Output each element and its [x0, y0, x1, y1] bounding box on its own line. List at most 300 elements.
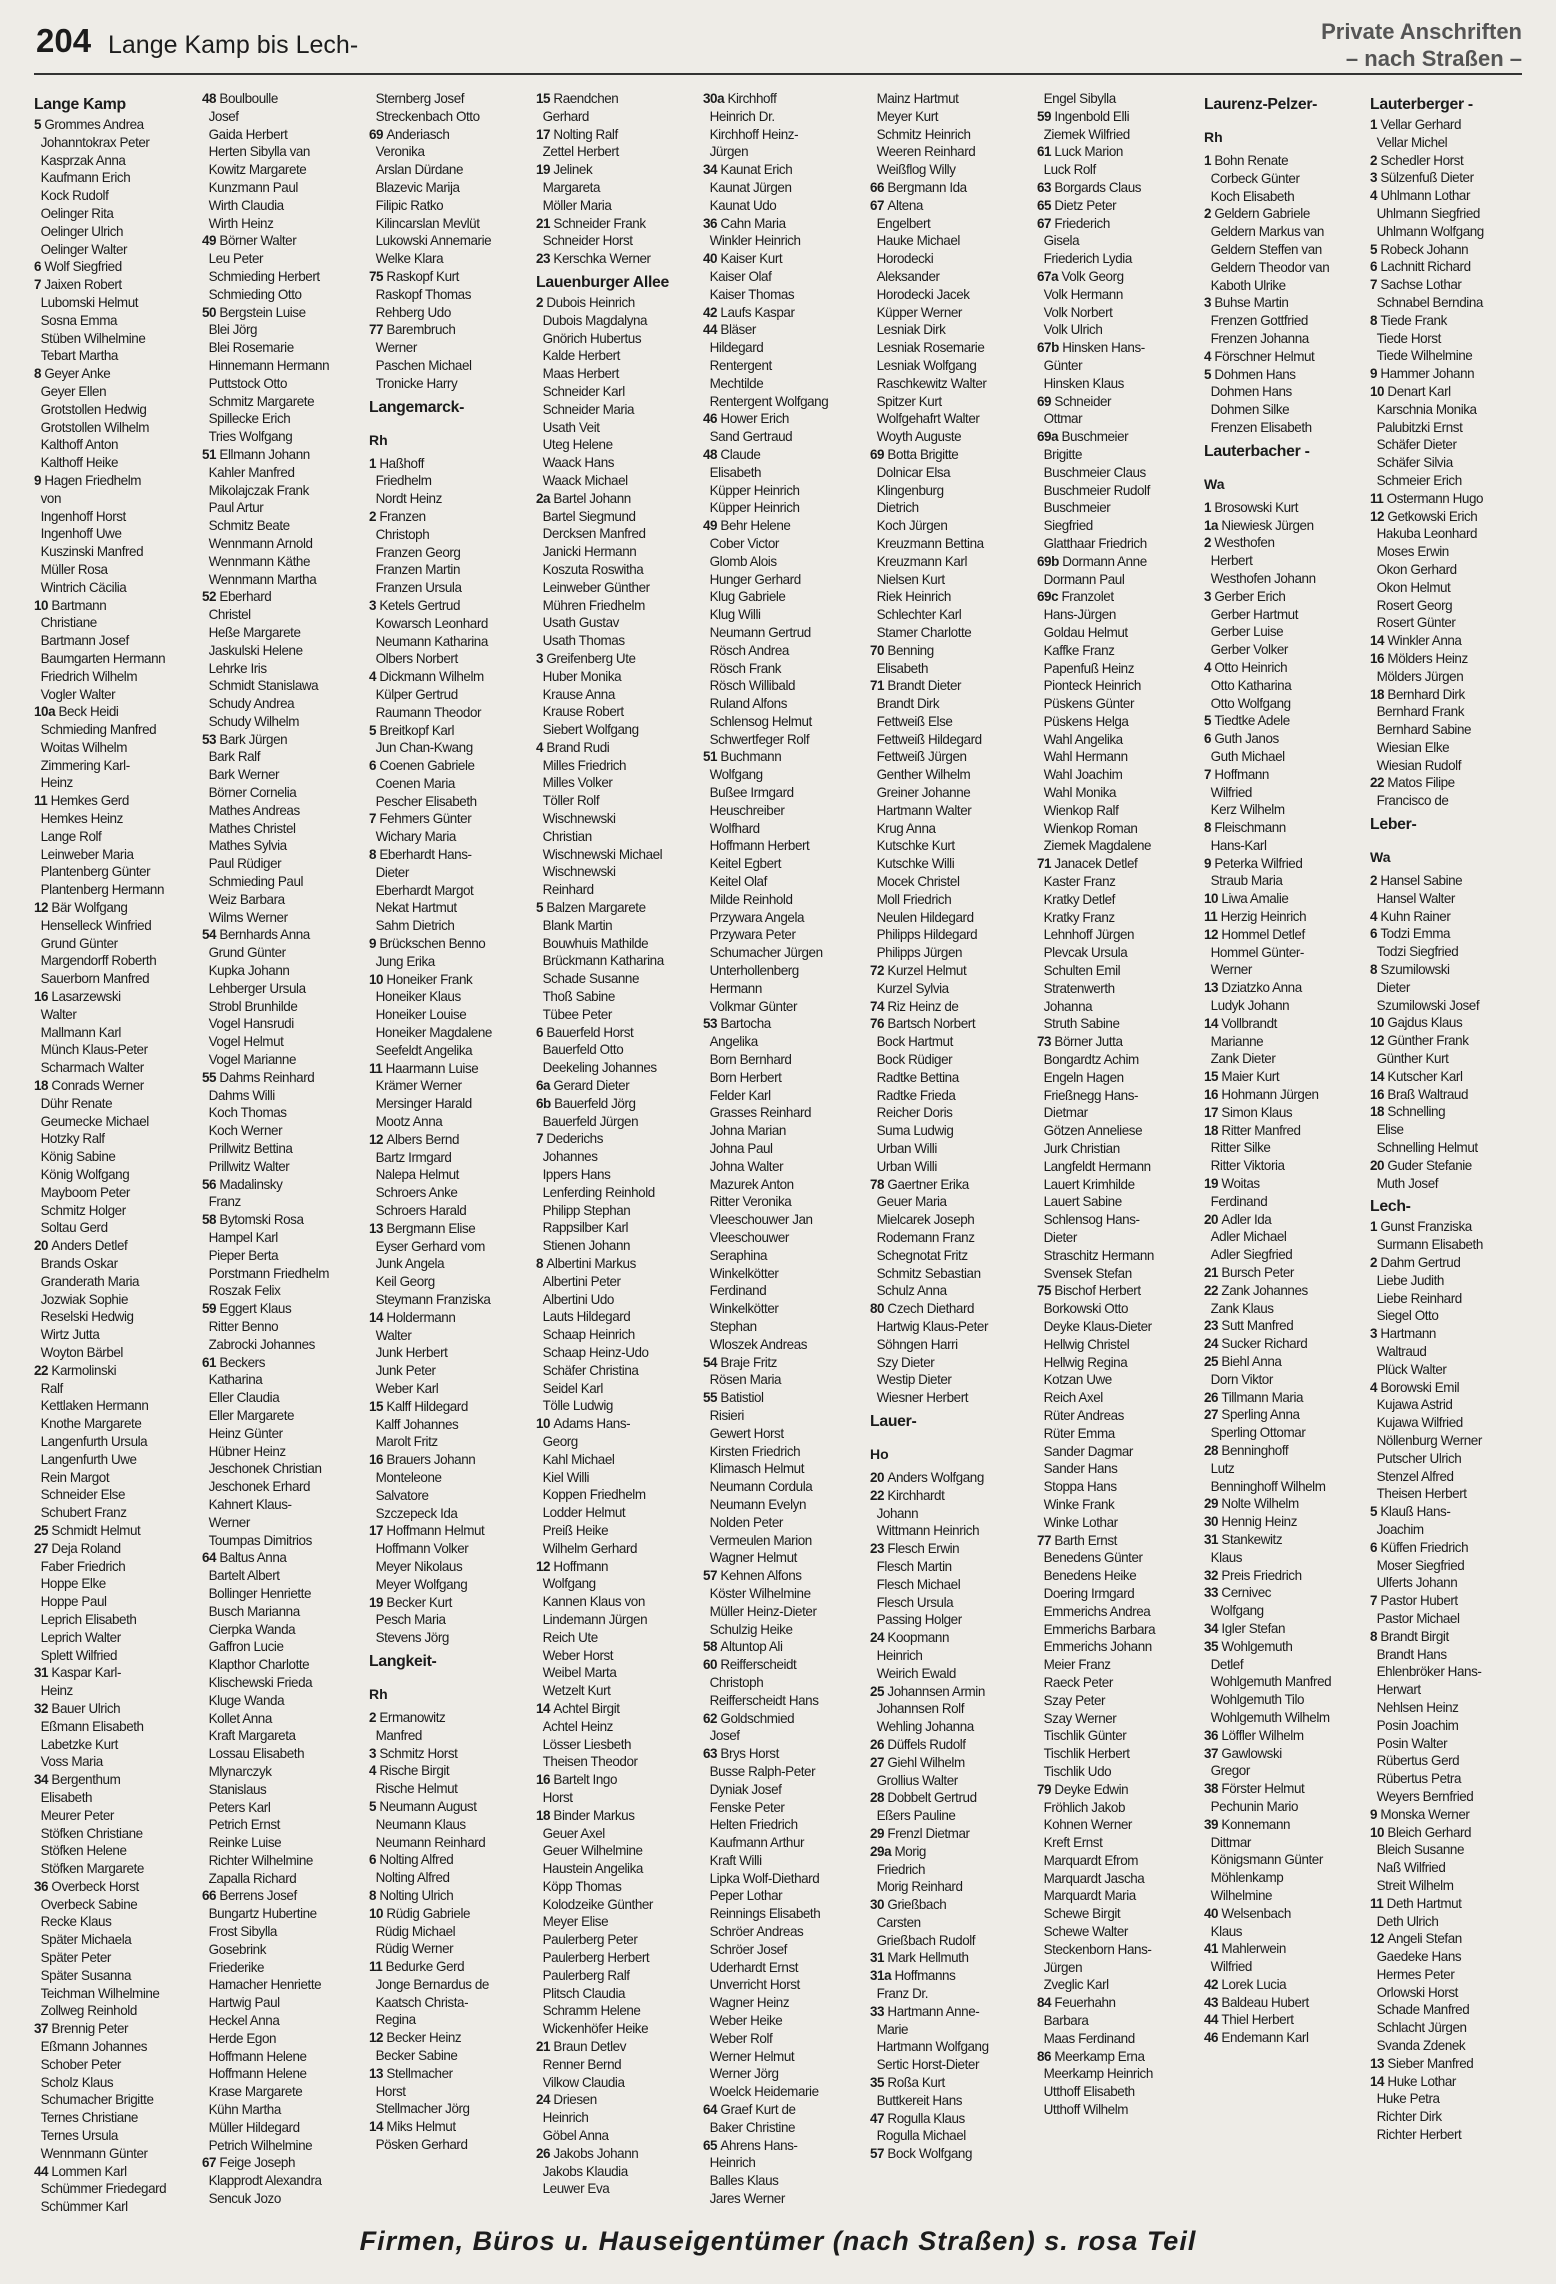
resident-entry: [536, 1700, 700, 1718]
resident-name: Todzi Siegfried: [1370, 944, 1459, 960]
resident-entry: [1204, 1869, 1368, 1887]
resident-entry: [870, 304, 1034, 322]
resident-entry: [536, 1718, 700, 1736]
resident-entry: [536, 1041, 700, 1059]
house-number: 7: [1370, 277, 1381, 293]
resident-name: Küpper Werner: [870, 304, 962, 320]
resident-name: Wetzelt Kurt: [536, 1683, 611, 1699]
house-number: 58: [703, 1639, 721, 1655]
resident-entry: [34, 2163, 198, 2181]
resident-name: Dietz Peter: [1054, 197, 1117, 213]
resident-entry: [870, 517, 1034, 535]
resident-name: Rodemann Franz: [870, 1230, 975, 1245]
resident-entry: [1037, 1015, 1201, 1033]
house-number: 7: [1204, 766, 1215, 782]
resident-entry: [703, 1407, 867, 1425]
resident-name: Stevens Jörg: [369, 1630, 449, 1646]
house-number: 6: [369, 758, 380, 774]
resident-name: Hinsken Hans-: [1062, 340, 1145, 356]
resident-name: Helten Friedrich: [703, 1817, 798, 1833]
resident-entry: [1037, 837, 1201, 855]
resident-name: Pastor Hubert: [1380, 1593, 1458, 1609]
resident-name: Winke Frank: [1037, 1496, 1115, 1512]
resident-name: Bauerfeld Jürgen: [536, 1113, 639, 1129]
resident-entry: [1370, 1272, 1534, 1290]
resident-name: Bleich Susanne: [1370, 1842, 1465, 1858]
resident-entry: [1370, 1103, 1534, 1121]
resident-entry: [1037, 980, 1201, 998]
resident-entry: [369, 1834, 533, 1852]
resident-name: Hoffmann Volker: [369, 1541, 469, 1557]
resident-name: Westhofen: [1214, 535, 1275, 551]
resident-name: Coenen Maria: [369, 775, 455, 791]
resident-name: Kiel Willi: [536, 1469, 590, 1485]
resident-entry: [703, 731, 867, 749]
resident-name: Honeiker Klaus: [369, 989, 461, 1005]
resident-entry: [34, 828, 198, 846]
resident-name: Löffler Wilhelm: [1221, 1727, 1304, 1743]
resident-entry: [202, 2012, 366, 2030]
resident-entry: [1037, 2101, 1201, 2119]
resident-name: Palubitzki Ernst: [1370, 419, 1463, 435]
house-number: 33: [870, 2003, 888, 2019]
resident-name: Nielsen Kurt: [870, 571, 945, 587]
resident-entry: [1370, 1290, 1534, 1308]
house-number: 2: [1204, 206, 1215, 222]
resident-name: Meyer Wolfgang: [369, 1576, 468, 1592]
resident-name: Vleeschouwer: [703, 1230, 789, 1245]
resident-entry: [536, 1522, 700, 1540]
resident-entry: [202, 215, 366, 233]
resident-name: Volk Ulrich: [1037, 322, 1103, 338]
resident-entry: [1204, 2011, 1368, 2029]
resident-entry: [369, 161, 533, 179]
resident-entry: [1037, 731, 1201, 749]
resident-name: Woelck Heidemarie: [703, 2084, 819, 2100]
resident-name: Wiesian Rudolf: [1370, 757, 1462, 773]
resident-name: Schmitz Heinrich: [870, 126, 971, 142]
resident-entry: [703, 464, 867, 482]
resident-entry: [34, 205, 198, 223]
resident-name: Tries Wolfgang: [202, 429, 293, 445]
resident-entry: [703, 784, 867, 802]
house-number: 2: [369, 508, 380, 524]
resident-entry: [536, 1967, 700, 1985]
resident-entry: [202, 1211, 366, 1229]
resident-name: Müller Hildegard: [202, 2119, 300, 2135]
resident-name: Bedurke Gerd: [385, 1959, 465, 1975]
resident-name: Schober Peter: [34, 2056, 121, 2072]
resident-name: Geuer Wilhelmine: [536, 1843, 643, 1859]
resident-entry: [1037, 2065, 1201, 2083]
resident-entry: [1204, 1691, 1368, 1709]
house-number: 58: [202, 1212, 220, 1228]
resident-entry: [1370, 686, 1534, 704]
resident-entry: [202, 304, 366, 322]
resident-name: Winkler Heinrich: [703, 233, 801, 249]
resident-entry: [536, 108, 700, 126]
resident-entry: [369, 1095, 533, 1113]
resident-entry: [1370, 1824, 1534, 1842]
house-number: 14: [1370, 633, 1388, 649]
resident-name: Schümmer Friedegard: [34, 2181, 167, 2197]
resident-name: Lehberger Ursula: [202, 980, 306, 996]
resident-entry: [703, 642, 867, 660]
house-number: 28: [1204, 1442, 1222, 1458]
house-number: 9: [34, 472, 45, 488]
resident-name: Franz: [202, 1194, 241, 1210]
directory-column: [1370, 90, 1538, 2180]
resident-entry: [1037, 1941, 1201, 1959]
house-number: 12: [34, 900, 52, 916]
resident-entry: [369, 90, 533, 108]
resident-name: Lorek Lucia: [1221, 1976, 1287, 1992]
house-number: 3: [369, 597, 380, 613]
resident-entry: [1370, 1966, 1534, 1984]
resident-entry: [369, 1060, 533, 1078]
resident-name: Ingenhoff Uwe: [34, 526, 122, 542]
resident-entry: [369, 1362, 533, 1380]
resident-entry: [202, 2030, 366, 2048]
resident-name: Göbel Anna: [536, 2128, 609, 2144]
resident-name: Ritter Viktoria: [1204, 1158, 1285, 1174]
resident-name: Wohlgemuth Manfred: [1204, 1674, 1332, 1690]
resident-entry: [1204, 819, 1368, 837]
resident-name: Walter: [34, 1006, 77, 1022]
house-number: 69c: [1037, 589, 1062, 605]
resident-name: Unterhollenberg: [703, 963, 799, 979]
house-number: 4: [369, 669, 380, 685]
resident-entry: [703, 321, 867, 339]
resident-entry: [202, 1425, 366, 1443]
resident-entry: [703, 1104, 867, 1122]
resident-entry: [536, 917, 700, 935]
resident-name: Kannen Klaus von: [536, 1594, 645, 1610]
resident-name: Johannsen Armin: [887, 1683, 985, 1699]
resident-entry: [1037, 1870, 1201, 1888]
house-number: 3: [369, 1745, 380, 1761]
resident-name: Marie: [870, 2021, 909, 2037]
resident-entry: [536, 1878, 700, 1896]
resident-entry: [369, 1469, 533, 1487]
resident-entry: [369, 1131, 533, 1149]
house-number: 22: [1370, 775, 1388, 791]
resident-name: Bungartz Hubertine: [202, 1906, 317, 1922]
resident-name: Scholz Klaus: [34, 2074, 114, 2090]
resident-name: Pechunin Mario: [1204, 1798, 1299, 1814]
resident-entry: [1204, 695, 1368, 713]
resident-entry: [1370, 1086, 1534, 1104]
resident-name: Steckenborn Hans-: [1037, 1941, 1152, 1957]
resident-entry: [1370, 1050, 1534, 1068]
resident-entry: [1370, 1414, 1534, 1432]
resident-name: Lindemann Jürgen: [536, 1611, 648, 1627]
directory-column: [1037, 90, 1205, 2180]
resident-name: Usath Thomas: [536, 633, 625, 649]
resident-name: Baltus Anna: [219, 1550, 287, 1566]
resident-name: Franzolet: [1061, 589, 1114, 605]
resident-entry: [202, 1763, 366, 1781]
resident-entry: [34, 1433, 198, 1451]
resident-entry: [1370, 1806, 1534, 1824]
resident-name: Sander Hans: [1037, 1461, 1118, 1477]
resident-entry: [703, 944, 867, 962]
resident-entry: [536, 668, 700, 686]
house-number: 65: [1037, 197, 1055, 213]
resident-name: Hohmann Jürgen: [1221, 1087, 1319, 1103]
resident-name: Leinweber Günther: [536, 579, 650, 595]
resident-name: Schmieding Herbert: [202, 268, 320, 284]
resident-entry: [1204, 499, 1368, 517]
resident-entry: [202, 891, 366, 909]
resident-entry: [870, 339, 1034, 357]
house-number: 32: [34, 1700, 52, 1716]
resident-name: Junk Herbert: [369, 1345, 448, 1361]
resident-name: Stratenwerth: [1037, 980, 1115, 996]
house-number: 23: [870, 1541, 888, 1557]
resident-name: Grotstollen Wilhelm: [34, 419, 150, 435]
resident-name: Steymann Franziska: [369, 1292, 491, 1307]
resident-entry: [703, 624, 867, 642]
resident-name: Schröer Josef: [703, 1941, 787, 1957]
resident-name: Eberhard: [219, 589, 272, 605]
resident-name: Lodder Helmut: [536, 1505, 626, 1521]
resident-name: Rösen Maria: [703, 1372, 782, 1388]
resident-name: Breitkopf Karl: [379, 722, 455, 738]
district-code: Wa: [1204, 475, 1225, 492]
resident-entry: [703, 1941, 867, 1959]
resident-name: Kirsten Friedrich: [703, 1443, 801, 1459]
resident-entry: [369, 1558, 533, 1576]
resident-entry: [1370, 597, 1534, 615]
resident-name: Geuer Axel: [536, 1825, 605, 1841]
resident-name: Bergenthum: [51, 1772, 121, 1788]
resident-entry: [202, 660, 366, 678]
resident-entry: [34, 899, 198, 917]
resident-entry: [1204, 2029, 1368, 2047]
resident-entry: [202, 1905, 366, 1923]
house-number: 12: [1370, 1931, 1388, 1947]
house-number: 4: [536, 739, 547, 755]
house-number: 69: [870, 446, 888, 462]
resident-name: Heuschreiber: [703, 802, 785, 818]
resident-name: Bongardtz Achim: [1037, 1052, 1139, 1068]
resident-name: Herzig Heinrich: [1220, 909, 1307, 925]
resident-entry: [536, 90, 700, 108]
resident-entry: [369, 250, 533, 268]
resident-entry: [1370, 872, 1534, 890]
resident-entry: [202, 1710, 366, 1728]
resident-name: Tiede Frank: [1380, 312, 1447, 328]
resident-entry: [703, 1443, 867, 1461]
resident-name: Vellar Gerhard: [1380, 117, 1462, 132]
resident-entry: [369, 1851, 533, 1869]
resident-entry: [1204, 570, 1368, 588]
resident-name: Lenferding Reinhold: [536, 1184, 655, 1200]
resident-entry: [369, 1611, 533, 1629]
house-number: 18: [1370, 1104, 1388, 1120]
resident-entry: [202, 1585, 366, 1603]
resident-name: Koch Elisabeth: [1204, 188, 1295, 204]
resident-name: Kolodzeike Günther: [536, 1896, 653, 1912]
resident-name: Brückschen Benno: [379, 936, 486, 952]
resident-entry: [870, 179, 1034, 197]
resident-name: Frenzen Gottfried: [1204, 313, 1308, 329]
house-number: 76: [870, 1016, 888, 1032]
resident-name: Geumecke Michael: [34, 1113, 149, 1129]
resident-entry: [703, 962, 867, 980]
street-heading: Lange Kamp: [34, 96, 126, 113]
resident-name: Ternes Ursula: [34, 2128, 118, 2144]
resident-name: Rüdig Werner: [369, 1941, 454, 1957]
house-number: 9: [369, 936, 380, 952]
resident-entry: [536, 490, 700, 508]
resident-name: Rübertus Petra: [1370, 1771, 1462, 1787]
resident-entry: [1370, 1218, 1534, 1236]
resident-entry: [1370, 1984, 1534, 2002]
directory-columns: [34, 90, 1524, 2215]
resident-entry: [870, 1015, 1034, 1033]
resident-name: Braje Fritz: [720, 1354, 777, 1370]
resident-name: Plantenberg Günter: [34, 864, 151, 880]
resident-entry: [870, 1665, 1034, 1683]
resident-entry: [536, 161, 700, 179]
resident-name: Heinz: [34, 1683, 73, 1699]
resident-name: Pieper Berta: [202, 1247, 279, 1263]
resident-name: Jürgen: [1037, 1959, 1083, 1975]
resident-name: König Wolfgang: [34, 1167, 130, 1183]
resident-name: Unverricht Horst: [703, 1977, 800, 1993]
resident-entry: [202, 1033, 366, 1051]
street-heading: Lauterberger -: [1370, 96, 1473, 113]
resident-entry: [34, 276, 198, 294]
resident-name: Mathes Sylvia: [202, 838, 287, 854]
house-number: 26: [870, 1736, 888, 1752]
resident-name: Jeschonek Christian: [202, 1461, 322, 1477]
resident-name: Achtel Heinz: [536, 1718, 613, 1734]
resident-name: Schmitz Sebastian: [870, 1265, 981, 1281]
resident-entry: [34, 988, 198, 1006]
resident-entry: [1037, 1140, 1201, 1158]
resident-name: Kaffke Franz: [1037, 642, 1115, 658]
resident-name: Wischnewski: [536, 811, 616, 827]
resident-entry: [536, 232, 700, 250]
resident-name: Okon Gerhard: [1370, 561, 1457, 577]
resident-entry: [34, 1237, 198, 1255]
house-number: 22: [1204, 1282, 1222, 1298]
resident-name: Frost Sibylla: [202, 1924, 277, 1940]
resident-entry: [703, 998, 867, 1016]
resident-name: Porstmann Friedhelm: [202, 1265, 329, 1281]
resident-name: Bursch Peter: [1221, 1265, 1294, 1281]
resident-entry: [536, 1931, 700, 1949]
resident-entry: [1204, 1513, 1368, 1531]
resident-entry: [1204, 1673, 1368, 1691]
resident-entry: [870, 1558, 1034, 1576]
resident-entry: [369, 2100, 533, 2118]
resident-entry: [202, 482, 366, 500]
house-number: 16: [1370, 650, 1388, 666]
resident-entry: [870, 1300, 1034, 1318]
resident-entry: [1037, 1478, 1201, 1496]
resident-name: Stöfken Margarete: [34, 1861, 144, 1877]
resident-entry: [202, 1371, 366, 1389]
resident-name: Jaskulski Helene: [202, 642, 303, 658]
resident-entry: [703, 1816, 867, 1834]
resident-entry: [536, 1451, 700, 1469]
resident-entry: [369, 1024, 533, 1042]
resident-entry: [34, 1931, 198, 1949]
resident-name: Bläser: [720, 322, 756, 338]
resident-name: Jaixen Robert: [44, 277, 122, 293]
resident-entry: [202, 428, 366, 446]
resident-name: Jun Chan-Kwang: [369, 740, 473, 756]
resident-entry: [703, 2172, 867, 2190]
resident-name: Götzen Anneliese: [1037, 1123, 1143, 1139]
resident-name: Rappsilber Karl: [536, 1220, 629, 1236]
resident-entry: [1370, 1450, 1534, 1468]
resident-name: Grollius Walter: [870, 1772, 958, 1788]
resident-name: Hamacher Henriette: [202, 1977, 322, 1993]
resident-entry: [1370, 1175, 1534, 1193]
resident-name: Tebart Martha: [34, 348, 118, 364]
resident-name: Wloszek Andreas: [703, 1336, 808, 1352]
resident-entry: [369, 508, 533, 526]
resident-entry: [202, 855, 366, 873]
resident-entry: [1204, 1139, 1368, 1157]
resident-entry: [202, 1870, 366, 1888]
resident-entry: [536, 597, 700, 615]
resident-entry: [870, 1122, 1034, 1140]
resident-entry: [1204, 1424, 1368, 1442]
resident-name: Endemann Karl: [1221, 2030, 1309, 2046]
resident-name: Mathes Christel: [202, 820, 296, 836]
resident-name: Ippers Hans: [536, 1167, 611, 1183]
house-number: 63: [1037, 179, 1055, 195]
resident-name: Nolden Peter: [703, 1514, 783, 1530]
resident-name: von: [34, 490, 62, 506]
resident-name: Henselleck Winfried: [34, 917, 152, 933]
resident-name: Wahl Monika: [1037, 785, 1117, 801]
house-number: 46: [703, 411, 721, 427]
resident-name: Hoffmann: [553, 1558, 609, 1574]
resident-entry: [870, 464, 1034, 482]
resident-name: Uhlmann Lothar: [1380, 188, 1471, 204]
resident-entry: [1037, 1994, 1201, 2012]
resident-entry: [703, 1265, 867, 1283]
resident-entry: [1204, 1745, 1368, 1763]
resident-entry: [369, 757, 533, 775]
resident-name: Gajdus Klaus: [1387, 1015, 1463, 1031]
house-number: 71: [870, 678, 888, 694]
resident-name: Wienkop Roman: [1037, 820, 1138, 836]
resident-name: Deyke Klaus-Dieter: [1037, 1318, 1152, 1334]
resident-entry: [870, 1629, 1034, 1647]
resident-name: Luck Marion: [1054, 144, 1123, 160]
resident-entry: [1204, 1264, 1368, 1282]
resident-entry: [536, 1148, 700, 1166]
resident-name: Ahrens Hans-: [720, 2137, 798, 2153]
resident-entry: [536, 1611, 700, 1629]
resident-name: Usath Gustav: [536, 615, 619, 631]
resident-entry: [536, 1504, 700, 1522]
resident-name: Geuer Maria: [870, 1194, 947, 1210]
resident-entry: [34, 1736, 198, 1754]
resident-name: Bartel Siegmund: [536, 508, 636, 524]
resident-name: Bernhards Anna: [219, 927, 310, 943]
resident-name: Raumann Theodor: [369, 704, 482, 720]
house-number: 44: [1204, 2012, 1222, 2028]
